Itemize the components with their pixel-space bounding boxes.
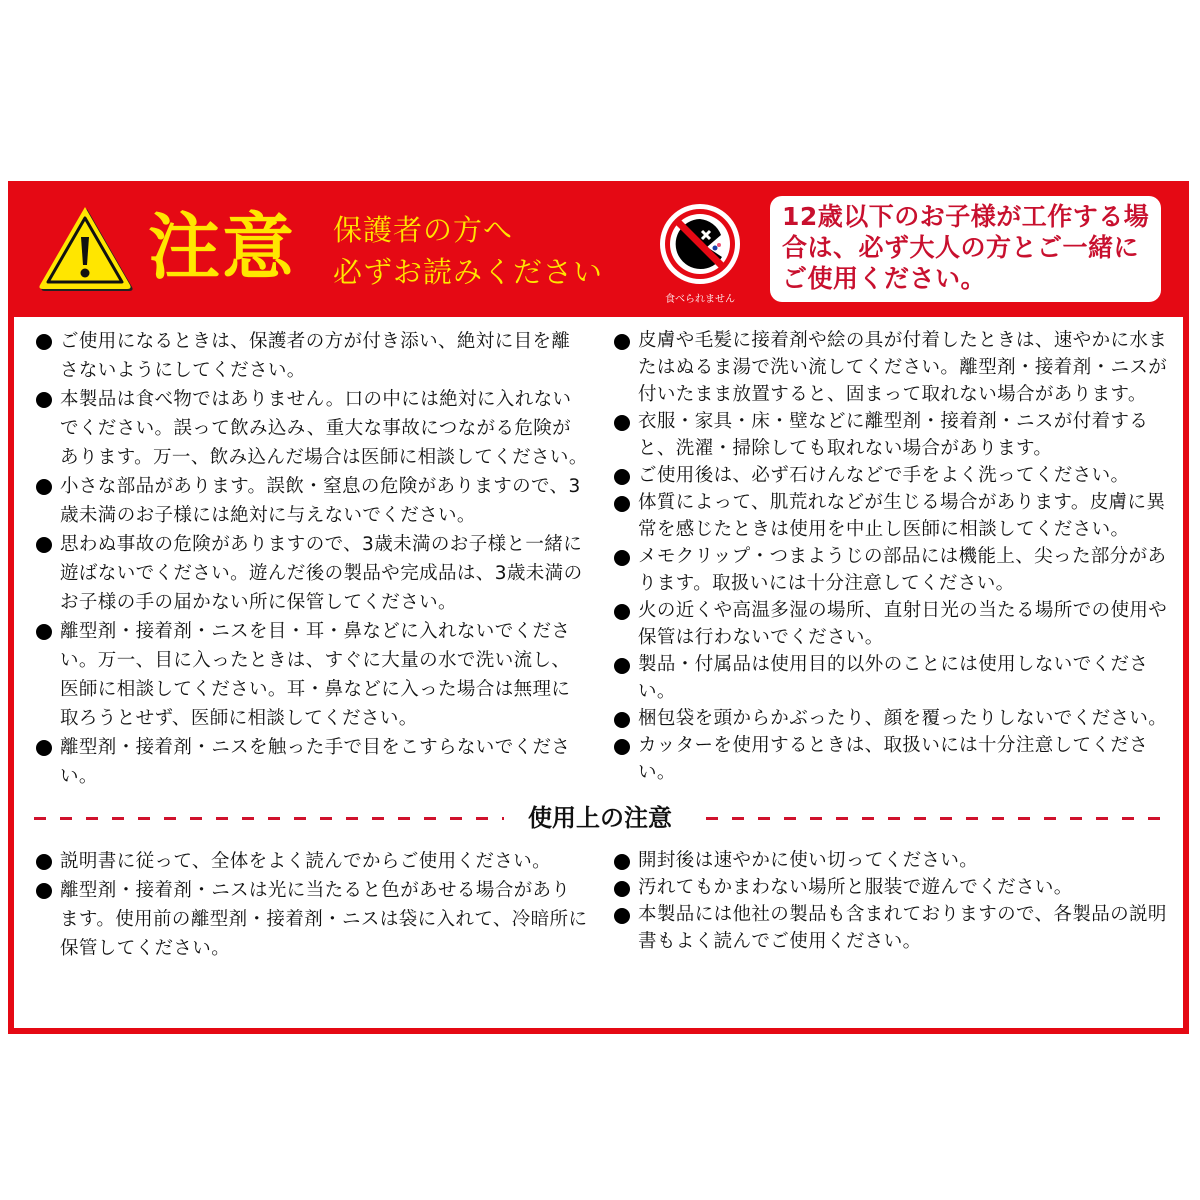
usage-right-column	[612, 847, 1172, 955]
warning-item: 離型剤・接着剤・ニスを目・耳・鼻などに入れないでください。万一、目に入ったときは、すぐに大量の水で洗い流し、医師に相談してください。耳・鼻などに入った場合は無理に取ろうとせず、医師に相談してください。	[34, 617, 589, 733]
warning-triangle-icon	[36, 203, 134, 291]
usage-section-divider	[34, 803, 1166, 833]
bullet-icon	[36, 479, 52, 495]
usage-item: 離型剤・接着剤・ニスは光に当たると色があせる場合があります。使用前の離型剤・接着剤・ニスは袋に入れて、冷暗所に保管してください。	[34, 876, 589, 963]
bullet-icon	[36, 740, 52, 756]
bullet-icon	[614, 908, 630, 924]
warning-item: 小さな部品があります。誤飲・窒息の危険がありますので、3歳未満のお子様には絶対に与えないでください。	[34, 472, 589, 530]
bullet-icon	[614, 854, 630, 870]
usage-left-column	[34, 847, 589, 963]
warnings-right-column	[612, 327, 1172, 786]
subtitle-line-2: 必ずお読みください	[333, 255, 604, 289]
bullet-icon	[614, 550, 630, 566]
warning-item: 皮膚や毛髪に接着剤や絵の具が付着したときは、速やかに水またはぬるま湯で洗い流してください。離型剤・接着剤・ニスが付いたまま放置すると、固まって取れない場合があります。	[612, 327, 1172, 408]
warning-item: 思わぬ事故の危険がありますので、3歳未満のお子様と一緒に遊ばないでください。遊んだ後の製品や完成品は、3歳未満のお子様の手の届かない所に保管してください。	[34, 530, 589, 617]
not-edible-label: 食べられません	[665, 294, 735, 305]
bullet-icon	[614, 469, 630, 485]
bullet-icon	[614, 334, 630, 350]
warning-item: 体質によって、肌荒れなどが生じる場合があります。皮膚に異常を感じたときは使用を中止し医師に相談してください。	[612, 489, 1172, 543]
bullet-icon	[614, 496, 630, 512]
warning-item: 火の近くや高温多湿の場所、直射日光の当たる場所での使用や保管は行わないでください。	[612, 597, 1172, 651]
bullet-icon	[36, 854, 52, 870]
warning-item: 衣服・家具・床・壁などに離型剤・接着剤・ニスが付着すると、洗濯・掃除しても取れない場合があります。	[612, 408, 1172, 462]
not-edible-badge	[655, 201, 745, 305]
bullet-icon	[614, 658, 630, 674]
usage-section-title: 使用上の注意	[528, 804, 672, 832]
warning-item: カッターを使用するときは、取扱いには十分注意してください。	[612, 732, 1172, 786]
bullet-icon	[614, 415, 630, 431]
bullet-icon	[614, 739, 630, 755]
bullet-icon	[614, 881, 630, 897]
bullet-icon	[614, 604, 630, 620]
warning-item: ご使用後は、必ず石けんなどで手をよく洗ってください。	[612, 462, 1172, 489]
bullet-icon	[36, 334, 52, 350]
warning-item: メモクリップ・つまようじの部品には機能上、尖った部分があります。取扱いには十分注意してください。	[612, 543, 1172, 597]
usage-item: 説明書に従って、全体をよく読んでからご使用ください。	[34, 847, 589, 876]
warning-item: ご使用になるときは、保護者の方が付き添い、絶対に目を離さないようにしてください。	[34, 327, 589, 385]
caution-label	[8, 181, 1189, 1034]
caution-title: 注意	[148, 205, 297, 289]
no-eating-icon	[655, 201, 745, 291]
dashed-line-right	[706, 817, 1166, 820]
caution-subtitle	[333, 209, 603, 293]
usage-item: 開封後は速やかに使い切ってください。	[612, 847, 1172, 874]
usage-item: 汚れてもかまわない場所と服装で遊んでください。	[612, 874, 1172, 901]
bullet-icon	[36, 883, 52, 899]
warning-item: 離型剤・接着剤・ニスを触った手で目をこすらないでください。	[34, 733, 589, 791]
bullet-icon	[36, 624, 52, 640]
bullet-icon	[36, 392, 52, 408]
age-notice-callout: 12歳以下のお子様が工作する場合は、必ず大人の方とご一緒にご使用ください。	[770, 196, 1161, 302]
subtitle-line-1: 保護者の方へ	[333, 213, 514, 247]
warning-item: 本製品は食べ物ではありません。口の中には絶対に入れないでください。誤って飲み込み、重大な事故につながる危険があります。万一、飲み込んだ場合は医師に相談してください。	[34, 385, 589, 472]
warning-item: 梱包袋を頭からかぶったり、顔を覆ったりしないでください。	[612, 705, 1172, 732]
bullet-icon	[614, 712, 630, 728]
caution-header	[8, 181, 1189, 317]
warnings-left-column	[34, 327, 589, 791]
usage-item: 本製品には他社の製品も含まれておりますので、各製品の説明書もよく読んでご使用ください。	[612, 901, 1172, 955]
caution-body	[14, 317, 1183, 1028]
warning-item: 製品・付属品は使用目的以外のことには使用しないでください。	[612, 651, 1172, 705]
bullet-icon	[36, 537, 52, 553]
